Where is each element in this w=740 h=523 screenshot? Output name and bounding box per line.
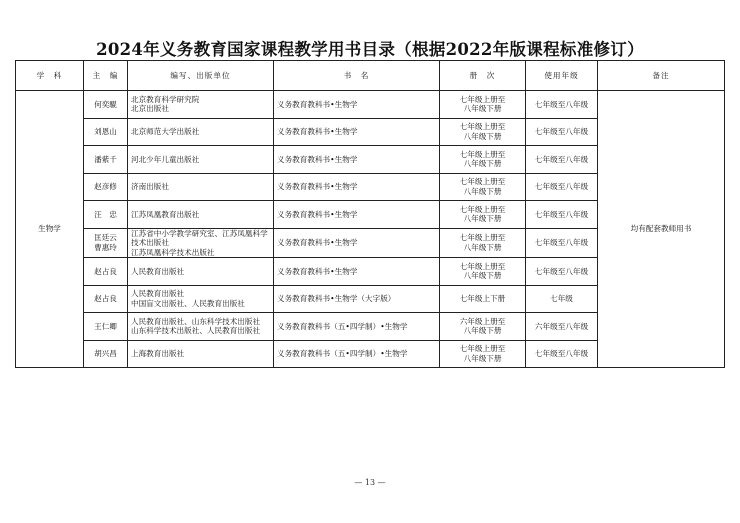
- volume-cell: 七年级上册至 八年级下册: [440, 201, 526, 229]
- book-title-cell: 义务教育教科书（五•四学制）•生物学: [274, 340, 440, 368]
- grade-cell: 七年级至八年级: [526, 258, 598, 286]
- publisher-cell: 人民教育出版社: [128, 258, 274, 286]
- book-title-cell: 义务教育教科书•生物学: [274, 173, 440, 201]
- publisher-cell: 上海教育出版社: [128, 340, 274, 368]
- volume-cell: 七年级上册至 八年级下册: [440, 146, 526, 174]
- book-title-cell: 义务教育教科书（五•四学制）•生物学: [274, 313, 440, 341]
- editor-cell: 王仁卿: [84, 313, 128, 341]
- book-title-cell: 义务教育教科书•生物学（大字版）: [274, 285, 440, 313]
- publisher-cell: 江苏凤凰教育出版社: [128, 201, 274, 229]
- grade-cell: 七年级至八年级: [526, 201, 598, 229]
- volume-cell: 七年级上册至 八年级下册: [440, 340, 526, 368]
- table-row: [16, 91, 725, 119]
- grade-cell: 七年级至八年级: [526, 228, 598, 258]
- editor-cell: 何奕騉: [84, 91, 128, 119]
- header-book-title: 书 名: [274, 61, 440, 91]
- book-title-cell: 义务教育教科书•生物学: [274, 258, 440, 286]
- table-header-row: [16, 61, 725, 91]
- grade-cell: 七年级至八年级: [526, 340, 598, 368]
- editor-cell: 赵占良: [84, 285, 128, 313]
- volume-cell: 七年级上册至 八年级下册: [440, 118, 526, 146]
- grade-cell: 六年级至八年级: [526, 313, 598, 341]
- volume-cell: 七年级上册至 八年级下册: [440, 258, 526, 286]
- editor-cell: 潘紫千: [84, 146, 128, 174]
- book-title-cell: 义务教育教科书•生物学: [274, 228, 440, 258]
- header-volume: 册 次: [440, 61, 526, 91]
- grade-cell: 七年级至八年级: [526, 146, 598, 174]
- grade-cell: 七年级至八年级: [526, 173, 598, 201]
- subject-cell: 生物学: [16, 91, 84, 368]
- book-title-cell: 义务教育教科书•生物学: [274, 91, 440, 119]
- grade-cell: 七年级: [526, 285, 598, 313]
- page-title: 2024年义务教育国家课程教学用书目录（根据2022年版课程标准修订）: [96, 40, 644, 59]
- table-body: [16, 91, 725, 368]
- header-subject: 学 科: [16, 61, 84, 91]
- page-number: — 13 —: [354, 478, 386, 487]
- volume-cell: 七年级上册至 八年级下册: [440, 173, 526, 201]
- editor-cell: 胡兴昌: [84, 340, 128, 368]
- header-editor: 主 编: [84, 61, 128, 91]
- grade-cell: 七年级至八年级: [526, 91, 598, 119]
- volume-cell: 六年级上册至 八年级下册: [440, 313, 526, 341]
- editor-cell: 赵占良: [84, 258, 128, 286]
- publisher-cell: 北京师范大学出版社: [128, 118, 274, 146]
- book-title-cell: 义务教育教科书•生物学: [274, 118, 440, 146]
- publisher-cell: 人民教育出版社、山东科学技术出版社 山东科学技术出版社、人民教育出版社: [128, 313, 274, 341]
- book-title-cell: 义务教育教科书•生物学: [274, 201, 440, 229]
- editor-cell: 匡廷云 曹惠玲: [84, 228, 128, 258]
- publisher-cell: 江苏省中小学教学研究室、江苏凤凰科学技术出版社 江苏凤凰科学技术出版社: [128, 228, 274, 258]
- publisher-cell: 济南出版社: [128, 173, 274, 201]
- note-cell: 均有配套教师用书: [598, 91, 725, 368]
- book-title-cell: 义务教育教科书•生物学: [274, 146, 440, 174]
- volume-cell: 七年级上册至 八年级下册: [440, 91, 526, 119]
- editor-cell: 赵彦修: [84, 173, 128, 201]
- volume-cell: 七年级上下册: [440, 285, 526, 313]
- header-note: 备注: [598, 61, 725, 91]
- grade-cell: 七年级至八年级: [526, 118, 598, 146]
- publisher-cell: 河北少年儿童出版社: [128, 146, 274, 174]
- publisher-cell: 人民教育出版社 中国盲文出版社、人民教育出版社: [128, 285, 274, 313]
- publisher-cell: 北京教育科学研究院 北京出版社: [128, 91, 274, 119]
- header-grade: 使用年级: [526, 61, 598, 91]
- editor-cell: 汪 忠: [84, 201, 128, 229]
- editor-cell: 刘恩山: [84, 118, 128, 146]
- volume-cell: 七年级上册至 八年级下册: [440, 228, 526, 258]
- header-publisher: 编写、出版单位: [128, 61, 274, 91]
- textbook-catalog-table: [15, 60, 725, 368]
